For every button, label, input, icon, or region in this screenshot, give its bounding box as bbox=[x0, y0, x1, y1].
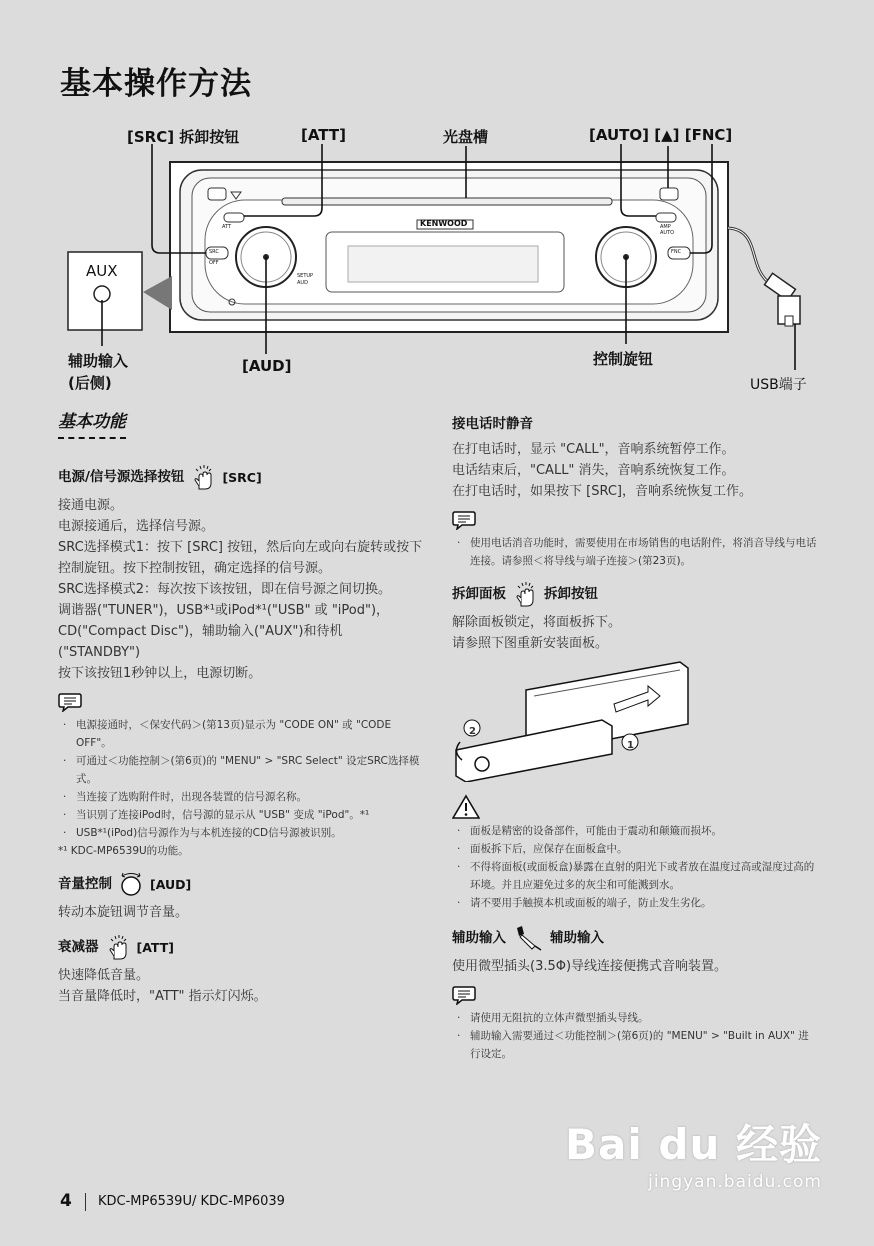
head-unit-illustration bbox=[0, 0, 874, 410]
power-line-2: 电源接通后，选择信号源。 bbox=[58, 519, 215, 534]
volume-title: 音量控制 bbox=[58, 875, 112, 892]
attenuator-title: 衰减器 bbox=[58, 938, 99, 955]
baidu-watermark bbox=[565, 1112, 822, 1192]
brand-logo: KENWOOD bbox=[420, 219, 468, 228]
page-title: 基本操作方法 bbox=[60, 66, 252, 102]
power-title: 电源/信号源选择按钮 bbox=[58, 468, 185, 485]
call-note-1: · 使用电话消音功能时，需要使用在市场销售的电话附件，将消音导线与电话连接。请参照＜将导线与端子连接＞(第23页)。 bbox=[452, 534, 818, 570]
panel-aud-text: AUD bbox=[297, 280, 308, 286]
panel-setup-text: SETUP bbox=[297, 273, 314, 279]
power-line-3: SRC选择模式1：按下 [SRC] 按钮，然后向左或向右旋转或按下控制旋钮。按下控制按钮，确定选择的信号源。 bbox=[58, 540, 423, 576]
power-key: [SRC] bbox=[222, 469, 262, 485]
panel-amp-text: AMP bbox=[660, 224, 671, 230]
faceplate-figure bbox=[452, 654, 818, 782]
aux-plug-icon bbox=[512, 924, 544, 952]
aux-heading bbox=[452, 924, 818, 952]
call-line-1: 在打电话时，显示 "CALL"，音响系统暂停工作。 bbox=[452, 442, 735, 457]
power-note-1: · 电源接通时，＜保安代码＞(第13页)显示为 "CODE ON" 或 "CODE OFF"。 bbox=[58, 716, 424, 752]
step-1-number: 1 bbox=[627, 740, 634, 751]
power-line-4: SRC选择模式2：每次按下该按钮，即在信号源之间切换。 bbox=[58, 582, 391, 597]
call-mute-heading bbox=[452, 414, 818, 435]
label-src-detach: [SRC] 拆卸按钮 bbox=[127, 128, 240, 146]
label-att: [ATT] bbox=[301, 126, 346, 144]
label-aud: [AUD] bbox=[242, 357, 292, 375]
call-line-3: 在打电话时，如果按下 [SRC]，音响系统恢复工作。 bbox=[452, 484, 752, 499]
label-aux-input: 辅助输入 bbox=[68, 352, 129, 370]
call-mute-title: 接电话时静音 bbox=[452, 416, 533, 432]
watermark-url: jingyan.baidu.com bbox=[648, 1172, 822, 1192]
detach-heading bbox=[452, 580, 818, 608]
power-note-5: · USB*¹(iPod)信号源作为与本机连接的CD信号源被识别。 bbox=[58, 824, 424, 842]
power-note-3: · 当连接了选购附件时，出现各装置的信号源名称。 bbox=[58, 788, 424, 806]
faceplate-illustration bbox=[452, 654, 818, 782]
page-number: 4 bbox=[60, 1191, 72, 1211]
warning-note-3: · 不得将面板(或面板盒)暴露在直射的阳光下或者放在温度过高或湿度过高的环境。并且应避免过多的灰尘和可能溅到水。 bbox=[452, 858, 818, 894]
left-column bbox=[58, 412, 424, 1007]
press-hand-icon bbox=[190, 463, 216, 491]
head-unit-diagram bbox=[0, 0, 874, 410]
aux-key: 辅助输入 bbox=[550, 929, 604, 946]
note-icon bbox=[58, 692, 82, 712]
power-note-2: · 可通过＜功能控制＞(第6页)的 "MENU" > "SRC Select" 设定SRC选择模式。 bbox=[58, 752, 424, 788]
step-2-number: 2 bbox=[469, 726, 476, 737]
power-line-1: 接通电源。 bbox=[58, 498, 124, 513]
warning-note-4: · 请不要用手触摸本机或面板的端子，防止发生劣化。 bbox=[452, 894, 818, 912]
aux-note-2: · 辅助输入需要通过＜功能控制＞(第6页)的 "MENU" > "Built in AUX" 进行设定。 bbox=[452, 1027, 818, 1063]
aux-note-1: · 请使用无阻抗的立体声微型插头导线。 bbox=[452, 1009, 818, 1027]
attenuator-line-1: 快速降低音量。 bbox=[58, 968, 150, 983]
detach-line-1: 解除面板锁定，将面板拆下。 bbox=[452, 615, 622, 630]
label-auto-eject-fnc: [AUTO] [▲] [FNC] bbox=[589, 126, 733, 144]
label-aux-box: AUX bbox=[86, 262, 118, 280]
panel-att-text: ATT bbox=[222, 224, 232, 230]
panel-src-text: SRC bbox=[209, 249, 219, 255]
label-disc-slot: 光盘槽 bbox=[443, 128, 489, 146]
press-hand-icon bbox=[105, 933, 131, 961]
knob-rotate-icon bbox=[118, 870, 144, 898]
label-aux-rear: (后侧) bbox=[68, 374, 112, 392]
panel-off-text: OFF bbox=[209, 260, 219, 266]
section-title-basic: 基本功能 bbox=[58, 412, 126, 439]
volume-heading bbox=[58, 870, 424, 898]
aux-title: 辅助输入 bbox=[452, 929, 506, 946]
label-control-knob: 控制旋钮 bbox=[593, 350, 654, 368]
label-usb-terminal: USB端子 bbox=[750, 377, 807, 393]
right-column bbox=[452, 414, 818, 1063]
volume-key: [AUD] bbox=[150, 876, 192, 892]
note-icon bbox=[452, 510, 476, 530]
warning-note-1: · 面板是精密的设备部件，可能由于震动和颠簸而损坏。 bbox=[452, 822, 818, 840]
power-line-5: 调谐器("TUNER")，USB*¹或iPod*¹("USB" 或 "iPod")，CD("Compact Disc")，辅助输入("AUX")和待机("STANDBY") bbox=[58, 603, 390, 660]
warning-icon bbox=[452, 794, 480, 820]
press-hand-icon bbox=[512, 580, 538, 608]
footer-separator bbox=[85, 1193, 86, 1211]
power-line-6: 按下该按钮1秒钟以上，电源切断。 bbox=[58, 666, 262, 681]
detach-key: 拆卸按钮 bbox=[544, 585, 598, 602]
power-footnote: *¹ KDC-MP6539U的功能。 bbox=[58, 845, 189, 857]
power-heading bbox=[58, 463, 424, 491]
footer-model: KDC-MP6539U/ KDC-MP6039 bbox=[98, 1194, 285, 1209]
warning-note-2: · 面板拆下后，应保存在面板盒中。 bbox=[452, 840, 818, 858]
volume-text: 转动本旋钮调节音量。 bbox=[58, 905, 189, 920]
watermark-brand: Bai du 经验 bbox=[565, 1120, 822, 1169]
attenuator-heading bbox=[58, 933, 424, 961]
panel-auto-text: AUTO bbox=[660, 230, 675, 236]
detach-line-2: 请参照下图重新安装面板。 bbox=[452, 636, 609, 651]
panel-fnc-text: FNC bbox=[671, 249, 682, 255]
attenuator-key: [ATT] bbox=[136, 939, 174, 955]
attenuator-line-2: 当音量降低时，"ATT" 指示灯闪烁。 bbox=[58, 989, 267, 1004]
detach-title: 拆卸面板 bbox=[452, 585, 506, 602]
note-icon bbox=[452, 985, 476, 1005]
call-line-2: 电话结束后，"CALL" 消失，音响系统恢复工作。 bbox=[452, 463, 735, 478]
power-note-4: · 当识别了连接iPod时，信号源的显示从 "USB" 变成 "iPod"。*¹ bbox=[58, 806, 424, 824]
aux-text: 使用微型插头(3.5Φ)导线连接便携式音响装置。 bbox=[452, 959, 728, 974]
